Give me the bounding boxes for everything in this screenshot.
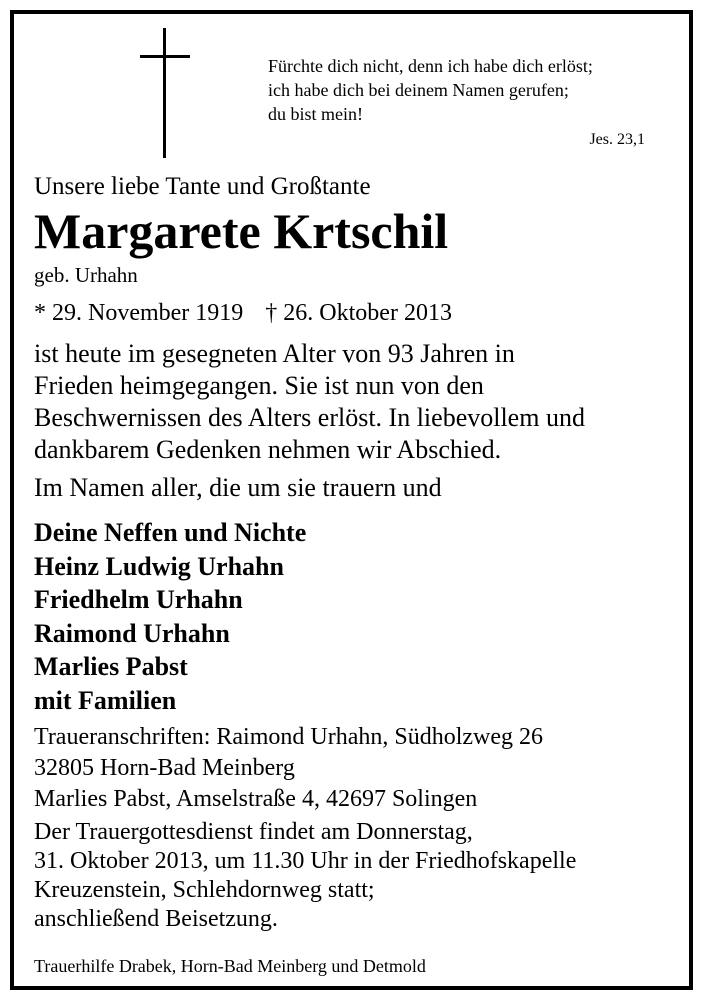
mourning-addresses	[34, 722, 543, 815]
mourner-name: Heinz Ludwig Urhahn	[34, 551, 284, 581]
mourners-list	[34, 516, 306, 718]
body-line: Im Namen aller, die um sie trauern und	[34, 473, 442, 502]
verse-reference: Jes. 23,1	[589, 131, 645, 148]
address-line: Marlies Pabst, Amselstraße 4, 42697 Solingen	[34, 786, 478, 812]
notice-body	[34, 338, 585, 504]
body-line: Frieden heimgegangen. Sie ist nun von den	[34, 371, 484, 400]
address-line: Traueranschriften: Raimond Urhahn, Südholzweg 26	[34, 724, 544, 750]
mourner-name: Raimond Urhahn	[34, 618, 230, 648]
bible-verse	[268, 54, 593, 126]
body-line: Beschwernissen des Alters erlöst. In liebevollem und	[34, 403, 585, 432]
service-line: Kreuzenstein, Schlehdornweg statt;	[34, 877, 375, 903]
birth-date: * 29. November 1919	[34, 300, 244, 326]
service-info	[34, 818, 576, 934]
body-line: ist heute im gesegneten Alter von 93 Jahren in	[34, 339, 515, 368]
service-line: anschließend Beisetzung.	[34, 906, 278, 932]
service-line: Der Trauergottesdienst findet am Donnerstag,	[34, 819, 473, 845]
body-line: dankbarem Gedenken nehmen wir Abschied.	[34, 435, 502, 464]
mourner-name: mit Familien	[34, 685, 177, 715]
deceased-name: Margarete Krtschil	[34, 203, 449, 259]
address-line: 32805 Horn-Bad Meinberg	[34, 755, 295, 781]
mourner-name: Friedhelm Urhahn	[34, 585, 243, 615]
death-date: † 26. Oktober 2013	[265, 300, 452, 326]
maiden-name: geb. Urhahn	[34, 263, 138, 287]
service-line: 31. Oktober 2013, um 11.30 Uhr in der Friedhofskapelle	[34, 848, 577, 874]
verse-line: Fürchte dich nicht, denn ich habe dich erlöst;	[268, 56, 593, 76]
cross-icon	[140, 28, 190, 158]
verse-line: du bist mein!	[268, 104, 363, 124]
mourner-name: Deine Neffen und Nichte	[34, 518, 307, 547]
life-dates	[34, 298, 452, 328]
mourner-name: Marlies Pabst	[34, 652, 188, 682]
intro-text: Unsere liebe Tante und Großtante	[34, 173, 371, 200]
verse-line: ich habe dich bei deinem Namen gerufen;	[268, 80, 569, 100]
funeral-home: Trauerhilfe Drabek, Horn-Bad Meinberg und Detmold	[34, 956, 426, 976]
